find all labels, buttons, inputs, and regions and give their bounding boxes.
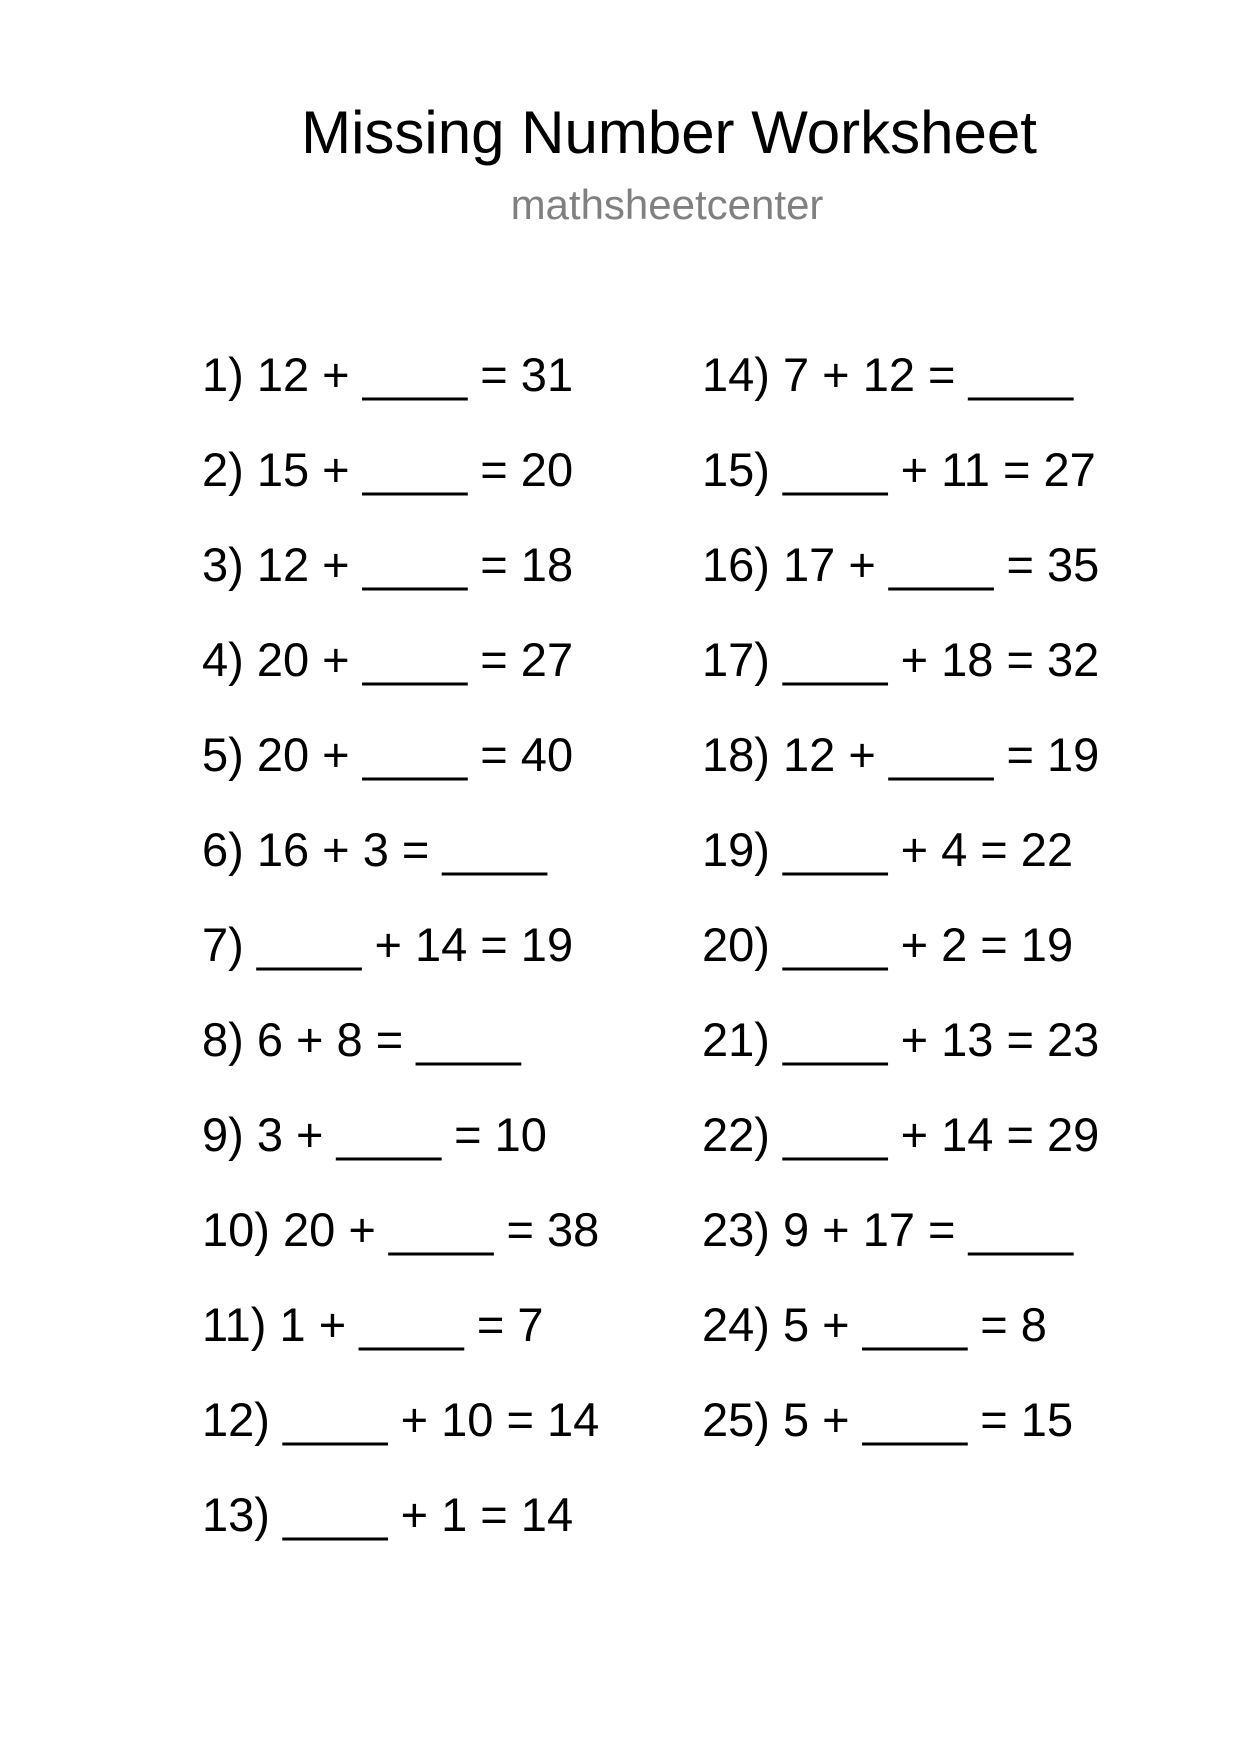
problem-23[interactable]: 23) 9 + 17 = ____ <box>702 1203 1074 1256</box>
problem-2[interactable]: 2) 15 + ____ = 20 <box>202 443 574 496</box>
problem-7[interactable]: 7) ____ + 14 = 19 <box>202 918 574 971</box>
problem-6[interactable]: 6) 16 + 3 = ____ <box>202 823 547 876</box>
problem-1[interactable]: 1) 12 + ____ = 31 <box>202 348 574 401</box>
page-title: Missing Number Worksheet <box>301 99 1037 166</box>
problem-3[interactable]: 3) 12 + ____ = 18 <box>202 538 574 591</box>
problem-25[interactable]: 25) 5 + ____ = 15 <box>702 1393 1074 1446</box>
problem-13[interactable]: 13) ____ + 1 = 14 <box>202 1488 574 1541</box>
problem-14[interactable]: 14) 7 + 12 = ____ <box>702 348 1074 401</box>
page-subtitle: mathsheetcenter <box>510 181 824 228</box>
problem-19[interactable]: 19) ____ + 4 = 22 <box>702 823 1074 876</box>
problem-11[interactable]: 11) 1 + ____ = 7 <box>202 1298 544 1351</box>
problem-16[interactable]: 16) 17 + ____ = 35 <box>702 538 1100 591</box>
problem-18[interactable]: 18) 12 + ____ = 19 <box>702 728 1100 781</box>
problem-4[interactable]: 4) 20 + ____ = 27 <box>202 633 574 686</box>
problem-5[interactable]: 5) 20 + ____ = 40 <box>202 728 574 781</box>
problem-9[interactable]: 9) 3 + ____ = 10 <box>202 1108 547 1161</box>
problem-22[interactable]: 22) ____ + 14 = 29 <box>702 1108 1100 1161</box>
problem-8[interactable]: 8) 6 + 8 = ____ <box>202 1013 521 1066</box>
problem-12[interactable]: 12) ____ + 10 = 14 <box>202 1393 600 1446</box>
problem-17[interactable]: 17) ____ + 18 = 32 <box>702 633 1100 686</box>
problem-21[interactable]: 21) ____ + 13 = 23 <box>702 1013 1100 1066</box>
problem-20[interactable]: 20) ____ + 2 = 19 <box>702 918 1074 971</box>
problem-24[interactable]: 24) 5 + ____ = 8 <box>702 1298 1047 1351</box>
problem-15[interactable]: 15) ____ + 11 = 27 <box>702 443 1096 496</box>
problem-10[interactable]: 10) 20 + ____ = 38 <box>202 1203 600 1256</box>
